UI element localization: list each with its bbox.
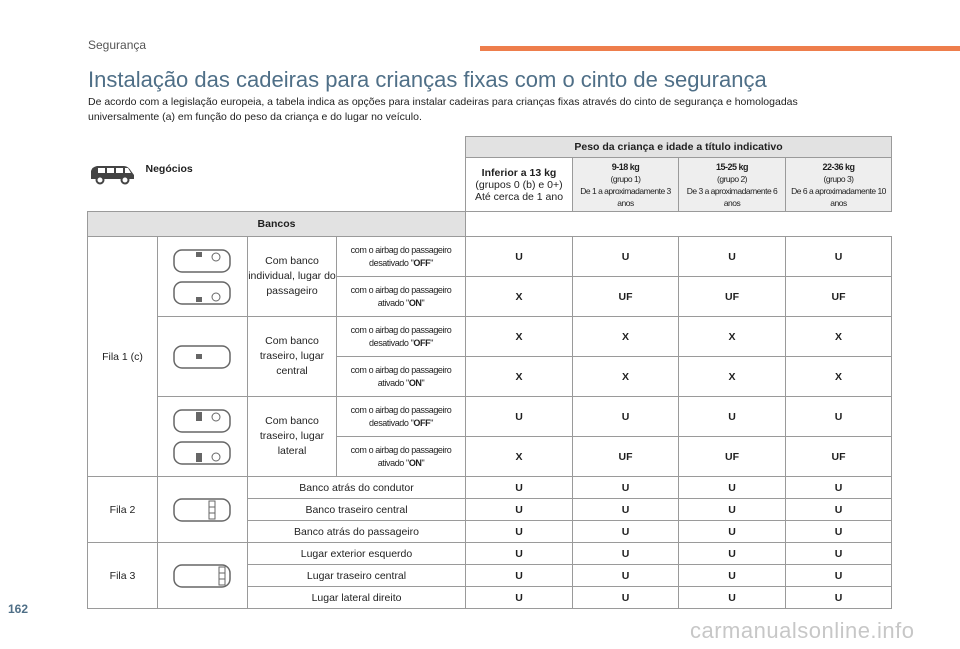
seat-description: Banco atrás do passageiro — [248, 521, 466, 543]
value-cell: U — [679, 499, 786, 521]
seat-diagram — [158, 317, 248, 397]
row3-label: Fila 3 — [88, 543, 158, 609]
airbag-on-condition: com o airbag do passageiro ativado "ON" — [337, 357, 466, 397]
value-cell: U — [786, 565, 892, 587]
value-cell: UF — [573, 437, 679, 477]
seat-diagram — [158, 397, 248, 477]
vehicle-type — [88, 163, 466, 185]
seats-header: Bancos — [88, 212, 466, 237]
value-cell: U — [786, 543, 892, 565]
row2-label: Fila 2 — [88, 477, 158, 543]
seat-diagram — [158, 543, 248, 609]
value-cell: X — [679, 317, 786, 357]
value-cell: X — [466, 357, 573, 397]
car-top-view-icon — [172, 342, 234, 372]
value-cell: U — [466, 237, 573, 277]
value-cell: UF — [679, 437, 786, 477]
value-cell: X — [466, 277, 573, 317]
value-cell: U — [573, 397, 679, 437]
seat-description: Com banco traseiro, lugar lateral — [248, 397, 337, 477]
value-cell: U — [573, 521, 679, 543]
child-seat-table — [87, 136, 892, 609]
seat-description: Lugar lateral direito — [248, 587, 466, 609]
value-cell: UF — [786, 277, 892, 317]
group-2-header: 15-25 kg (grupo 2) De 3 a aproximadamente 6 anos — [679, 158, 786, 212]
seat-description: Com banco traseiro, lugar central — [248, 317, 337, 397]
value-cell: U — [573, 543, 679, 565]
van-icon — [88, 163, 136, 185]
value-cell: UF — [679, 277, 786, 317]
car-top-view-icon — [172, 278, 234, 308]
value-cell: UF — [573, 277, 679, 317]
airbag-on-condition: com o airbag do passageiro ativado "ON" — [337, 277, 466, 317]
value-cell: UF — [786, 437, 892, 477]
value-cell: U — [679, 587, 786, 609]
value-cell: U — [573, 565, 679, 587]
value-cell: U — [573, 237, 679, 277]
value-cell: U — [573, 499, 679, 521]
car-top-view-icon — [172, 495, 234, 525]
vehicle-label: Negócios — [145, 162, 193, 175]
airbag-off-condition: com o airbag do passageiro desativado "OFF" — [337, 317, 466, 357]
value-cell: U — [466, 521, 573, 543]
group-1-header: 9-18 kg (grupo 1) De 1 a aproximadamente 3 anos — [573, 158, 679, 212]
value-cell: U — [466, 477, 573, 499]
value-cell: U — [786, 499, 892, 521]
value-cell: U — [786, 237, 892, 277]
value-cell: X — [466, 437, 573, 477]
value-cell: U — [466, 397, 573, 437]
seat-description: Com banco individual, lugar do passageiro — [248, 237, 337, 317]
value-cell: U — [679, 565, 786, 587]
value-cell: X — [573, 357, 679, 397]
page-number: 162 — [8, 602, 29, 616]
section-label: Segurança — [88, 38, 147, 52]
intro-paragraph: De acordo com a legislação europeia, a tabela indica as opções para instalar cadeiras para crianças fixas através do cinto de segurança e homologadas universalmente (a) em função do peso da criança e do lugar no veículo. — [88, 96, 798, 123]
watermark: carmanualsonline.info — [690, 618, 915, 643]
value-cell: U — [679, 237, 786, 277]
value-cell: X — [679, 357, 786, 397]
value-cell: U — [573, 587, 679, 609]
car-top-view-icon — [172, 406, 234, 436]
value-cell: U — [679, 521, 786, 543]
value-cell: U — [786, 397, 892, 437]
seat-description: Lugar traseiro central — [248, 565, 466, 587]
seat-diagram — [158, 237, 248, 317]
value-cell: U — [466, 565, 573, 587]
seat-description: Banco traseiro central — [248, 499, 466, 521]
value-cell: X — [786, 317, 892, 357]
value-cell: X — [466, 317, 573, 357]
seat-diagram — [158, 477, 248, 543]
value-cell: U — [679, 477, 786, 499]
value-cell: U — [466, 543, 573, 565]
value-cell: U — [786, 477, 892, 499]
car-top-view-icon — [172, 438, 234, 468]
value-cell: U — [679, 543, 786, 565]
airbag-on-condition: com o airbag do passageiro ativado "ON" — [337, 437, 466, 477]
section-accent-bar — [480, 46, 960, 51]
airbag-off-condition: com o airbag do passageiro desativado "OFF" — [337, 237, 466, 277]
value-cell: U — [786, 587, 892, 609]
airbag-off-condition: com o airbag do passageiro desativado "OFF" — [337, 397, 466, 437]
value-cell: U — [466, 499, 573, 521]
group-0-header: Inferior a 13 kg (grupos 0 (b) e 0+) Até cerca de 1 ano — [466, 158, 573, 212]
car-top-view-icon — [172, 246, 234, 276]
value-cell: U — [679, 397, 786, 437]
row1-label: Fila 1 (c) — [88, 237, 158, 477]
value-cell: U — [573, 477, 679, 499]
seat-description: Banco atrás do condutor — [248, 477, 466, 499]
weight-header: Peso da criança e idade a título indicativo — [466, 137, 892, 158]
seat-description: Lugar exterior esquerdo — [248, 543, 466, 565]
page-title: Instalação das cadeiras para crianças fixas com o cinto de segurança — [88, 67, 767, 92]
car-top-view-icon — [172, 561, 234, 591]
value-cell: X — [573, 317, 679, 357]
group-3-header: 22-36 kg (grupo 3) De 6 a aproximadamente 10 anos — [786, 158, 892, 212]
value-cell: X — [786, 357, 892, 397]
value-cell: U — [466, 587, 573, 609]
value-cell: U — [786, 521, 892, 543]
